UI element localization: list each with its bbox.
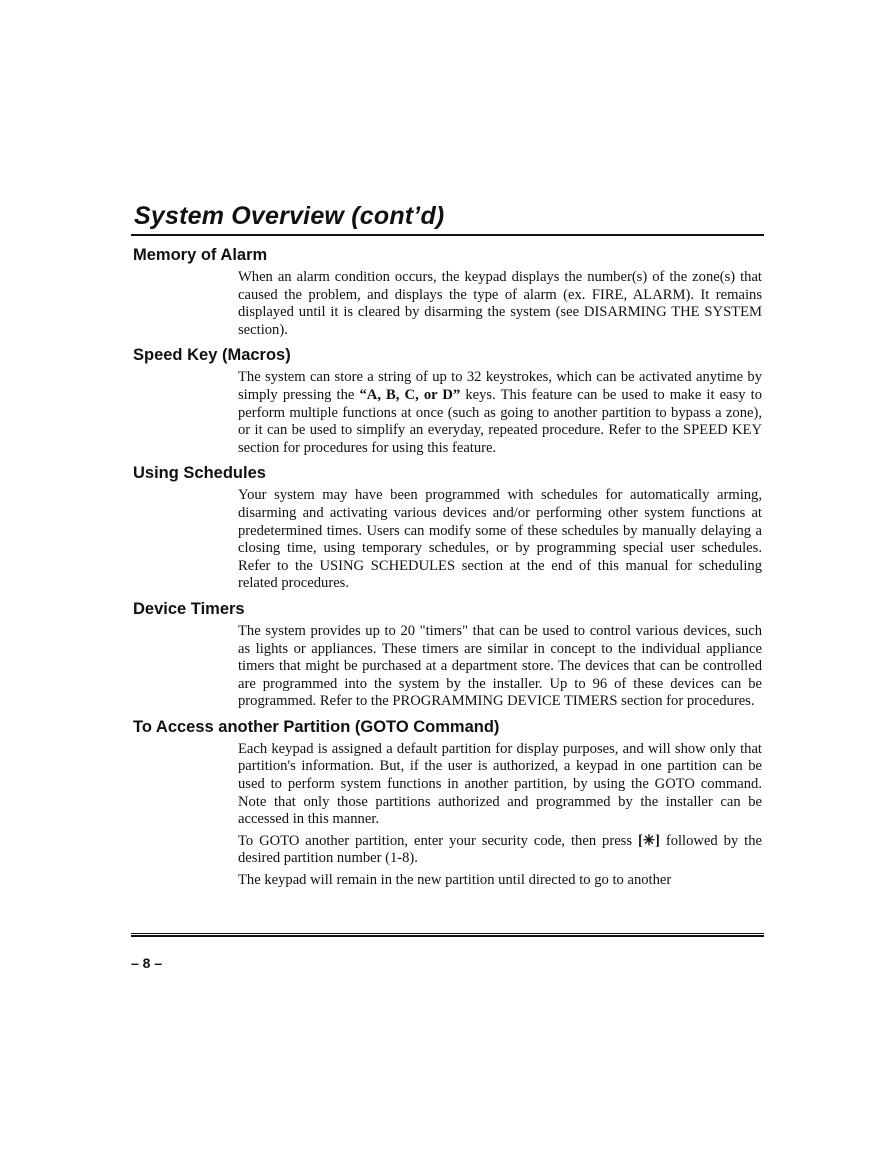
section-heading: Device Timers xyxy=(133,599,245,618)
footer-rule xyxy=(131,933,764,937)
section-speed-key xyxy=(131,344,764,457)
section-memory-of-alarm xyxy=(131,244,764,339)
section-goto-command xyxy=(131,716,764,890)
paragraph: The keypad will remain in the new partition until directed to go to another xyxy=(238,872,672,889)
paragraph-text: followed by the desired partition number (1-8). xyxy=(238,832,762,867)
section-heading: Memory of Alarm xyxy=(133,246,268,264)
paragraph: Each keypad is assigned a default partition for display purposes, and will show only that partition's information. But, if the user is authorized, a keypad in one partition can be used to perform system functions in another partition, by using the GOTO command. Note that only those partitions authorized and programmed by the installer can be accessed in this manner. xyxy=(238,740,762,828)
page-number: – 8 – xyxy=(131,955,163,971)
title-rule xyxy=(131,234,764,236)
section-body xyxy=(238,741,762,890)
section-body xyxy=(238,487,762,593)
paragraph-text: The system can store a string of up to 32 keystrokes, which can be activated anytime by simply pressing the xyxy=(238,369,762,403)
paragraph: When an alarm condition occurs, the keypad displays the number(s) of the zone(s) that caused the problem, and displays the type of alarm (ex. FIRE, ALARM). It remains displayed until it is cleared by disarming the system (see DISARMING THE SYSTEM section). xyxy=(238,269,762,338)
key-names: “A, B, C, or D” xyxy=(359,386,461,403)
paragraph: Your system may have been programmed with schedules for automatically arming, disarming and activating various devices and/or performing other system functions at predetermined times. Users can modify some of these schedules by manually delaying a closing time, using temporary schedules, or by programming special user schedules. Refer to the USING SCHEDULES section at the end of this manual for scheduling related procedures. xyxy=(238,487,762,592)
paragraph xyxy=(238,833,762,868)
page-title: System Overview (cont’d) xyxy=(134,202,445,230)
section-heading: Speed Key (Macros) xyxy=(133,346,291,365)
section-using-schedules xyxy=(131,462,764,593)
paragraph-text: To GOTO another partition, enter your security code, then press xyxy=(238,832,638,849)
paragraph-text: keys. This feature can be used to make it easy to perform multiple functions at once (such as going to another partition to bypass a zone), or it can be used to simplify an everyday, repeated procedure. Refer to the SPEED KEY section for procedures for using this feature. xyxy=(238,386,762,456)
section-heading: To Access another Partition (GOTO Command) xyxy=(133,717,500,736)
section-heading: Using Schedules xyxy=(133,464,266,483)
paragraph: The system provides up to 20 "timers" that can be used to control various devices, such as lights or appliances. These timers are similar in concept to the individual appliance timers that might be purchased at a department store. The devices that can be controlled are programmed into the system by the installer. Up to 96 of these devices can be programmed. Refer to the PROGRAMMING DEVICE TIMERS section for procedures. xyxy=(238,622,762,710)
page-content xyxy=(131,198,764,895)
section-body xyxy=(238,269,762,339)
section-device-timers xyxy=(131,598,764,711)
section-body xyxy=(238,623,762,711)
section-body xyxy=(238,369,762,457)
paragraph xyxy=(238,369,762,457)
star-key: [✳] xyxy=(637,832,660,849)
